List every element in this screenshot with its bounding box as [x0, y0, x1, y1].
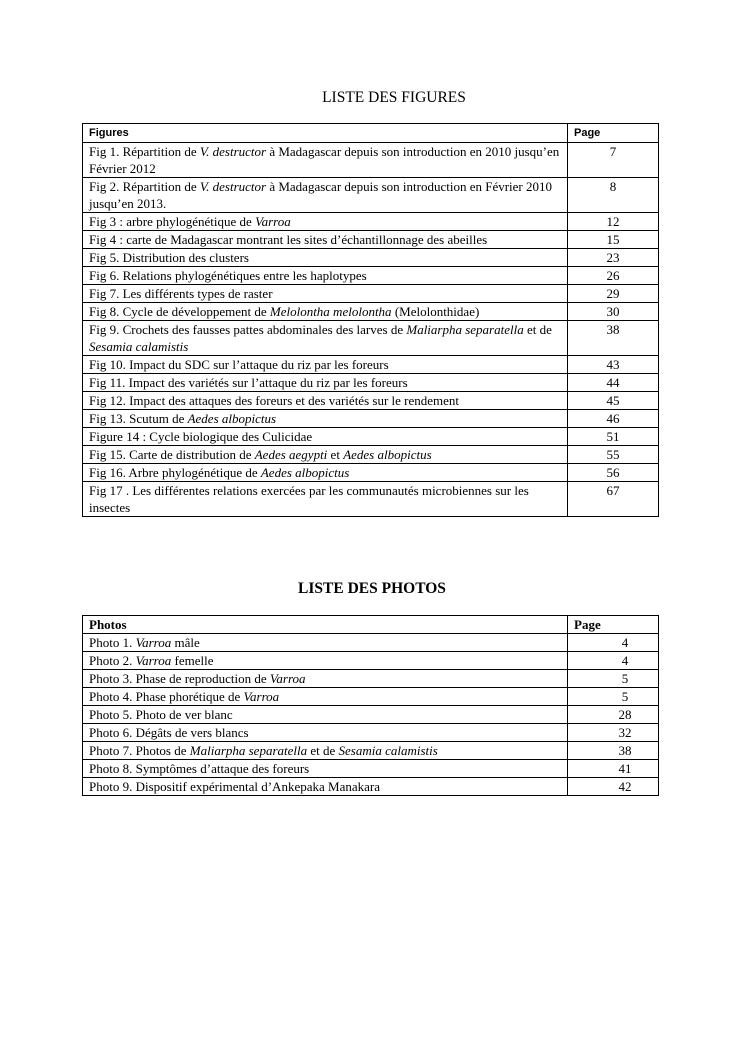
species-name: Aedes albopictus: [260, 465, 350, 480]
figure-page-number: 29: [568, 285, 659, 303]
photo-page-number: 4: [568, 634, 659, 652]
figure-caption: Fig 2. Répartition de V. destructor à Madagascar depuis son introduction en Février 2010 jusqu’en 2013.: [83, 178, 568, 213]
figure-row: [83, 178, 659, 213]
figure-page-number: 7: [568, 143, 659, 178]
figure-page-number: 8: [568, 178, 659, 213]
figure-page-number: 45: [568, 392, 659, 410]
figure-caption: Fig 1. Répartition de V. destructor à Madagascar depuis son introduction en 2010 jusqu’en Février 2012: [83, 143, 568, 178]
photo-row: [83, 706, 659, 724]
figure-page-number: 51: [568, 428, 659, 446]
photo-caption: Photo 8. Symptômes d’attaque des foreurs: [83, 760, 568, 778]
photo-caption: Photo 6. Dégâts de vers blancs: [83, 724, 568, 742]
photo-caption: Photo 9. Dispositif expérimental d’Ankepaka Manakara: [83, 778, 568, 796]
species-name: Varroa: [269, 671, 306, 686]
figure-caption: Figure 14 : Cycle biologique des Culicidae: [83, 428, 568, 446]
figure-caption: Fig 16. Arbre phylogénétique de Aedes albopictus: [83, 464, 568, 482]
figure-row: [83, 143, 659, 178]
figure-page-number: 30: [568, 303, 659, 321]
photo-page-number: 28: [568, 706, 659, 724]
figure-row: [83, 446, 659, 464]
species-name: Maliarpha separatella: [189, 743, 308, 758]
table-header-row: [83, 616, 659, 634]
photo-page-number: 41: [568, 760, 659, 778]
figure-row: [83, 231, 659, 249]
figure-page-number: 56: [568, 464, 659, 482]
figure-page-number: 55: [568, 446, 659, 464]
figure-caption: Fig 13. Scutum de Aedes albopictus: [83, 410, 568, 428]
figure-row: [83, 410, 659, 428]
figure-caption: Fig 11. Impact des variétés sur l’attaque du riz par les foreurs: [83, 374, 568, 392]
figure-caption: Fig 7. Les différents types de raster: [83, 285, 568, 303]
photo-page-number: 5: [568, 670, 659, 688]
species-name: V. destructor: [199, 179, 267, 194]
figure-row: [83, 356, 659, 374]
figure-caption: Fig 4 : carte de Madagascar montrant les sites d’échantillonnage des abeilles: [83, 231, 568, 249]
figure-row: [83, 213, 659, 231]
figure-caption: Fig 9. Crochets des fausses pattes abdominales des larves de Maliarpha separatella et de Sesamia calamistis: [83, 321, 568, 356]
photos-list-title: LISTE DES PHOTOS: [298, 580, 446, 597]
species-name: Aedes albopictus: [343, 447, 432, 462]
figure-row: [83, 482, 659, 517]
figure-row: [83, 374, 659, 392]
column-header-page: Page: [568, 616, 659, 634]
photo-page-number: 5: [568, 688, 659, 706]
figure-row: [83, 285, 659, 303]
species-name: Sesamia calamistis: [89, 339, 189, 354]
figure-row: [83, 392, 659, 410]
photo-caption: Photo 5. Photo de ver blanc: [83, 706, 568, 724]
figure-caption: Fig 10. Impact du SDC sur l’attaque du riz par les foreurs: [83, 356, 568, 374]
photo-row: [83, 634, 659, 652]
figure-caption: Fig 8. Cycle de développement de Melolontha melolontha (Melolonthidae): [83, 303, 568, 321]
figure-page-number: 44: [568, 374, 659, 392]
species-name: Aedes aegypti: [254, 447, 328, 462]
species-name: Maliarpha separatella: [406, 322, 524, 337]
figure-page-number: 12: [568, 213, 659, 231]
species-name: Varroa: [135, 635, 172, 650]
table-header-row: [83, 124, 659, 143]
species-name: Sesamia calamistis: [338, 743, 438, 758]
figure-row: [83, 303, 659, 321]
figure-page-number: 46: [568, 410, 659, 428]
photo-row: [83, 724, 659, 742]
figure-caption: Fig 5. Distribution des clusters: [83, 249, 568, 267]
species-name: Varroa: [135, 653, 172, 668]
species-name: Varroa: [255, 214, 291, 229]
figure-row: [83, 428, 659, 446]
photos-table: [82, 615, 659, 796]
photo-page-number: 4: [568, 652, 659, 670]
figure-row: [83, 249, 659, 267]
figure-page-number: 38: [568, 321, 659, 356]
photo-row: [83, 688, 659, 706]
photo-page-number: 42: [568, 778, 659, 796]
figure-page-number: 15: [568, 231, 659, 249]
species-name: Aedes albopictus: [187, 411, 277, 426]
species-name: V. destructor: [199, 144, 267, 159]
photo-caption: Photo 7. Photos de Maliarpha separatella et de Sesamia calamistis: [83, 742, 568, 760]
photo-row: [83, 742, 659, 760]
figure-caption: Fig 12. Impact des attaques des foreurs et des variétés sur le rendement: [83, 392, 568, 410]
figure-row: [83, 321, 659, 356]
column-header-figures: Figures: [83, 124, 568, 143]
column-header-photos: Photos: [83, 616, 568, 634]
figure-row: [83, 464, 659, 482]
photo-caption: Photo 3. Phase de reproduction de Varroa: [83, 670, 568, 688]
photo-row: [83, 670, 659, 688]
figure-row: [83, 267, 659, 285]
species-name: Melolontha melolontha: [269, 304, 392, 319]
figures-list-title: LISTE DES FIGURES: [322, 89, 466, 106]
figure-page-number: 26: [568, 267, 659, 285]
figure-caption: Fig 15. Carte de distribution de Aedes aegypti et Aedes albopictus: [83, 446, 568, 464]
photo-row: [83, 778, 659, 796]
figure-caption: Fig 3 : arbre phylogénétique de Varroa: [83, 213, 568, 231]
column-header-page: Page: [568, 124, 659, 143]
photo-caption: Photo 1. Varroa mâle: [83, 634, 568, 652]
photo-row: [83, 652, 659, 670]
photo-page-number: 32: [568, 724, 659, 742]
photo-caption: Photo 2. Varroa femelle: [83, 652, 568, 670]
figure-page-number: 67: [568, 482, 659, 517]
figures-table: [82, 123, 659, 517]
figure-caption: Fig 17 . Les différentes relations exercées par les communautés microbiennes sur les insectes: [83, 482, 568, 517]
figure-page-number: 23: [568, 249, 659, 267]
species-name: Varroa: [243, 689, 280, 704]
photo-row: [83, 760, 659, 778]
photo-caption: Photo 4. Phase phorétique de Varroa: [83, 688, 568, 706]
figure-caption: Fig 6. Relations phylogénétiques entre les haplotypes: [83, 267, 568, 285]
figure-page-number: 43: [568, 356, 659, 374]
photo-page-number: 38: [568, 742, 659, 760]
